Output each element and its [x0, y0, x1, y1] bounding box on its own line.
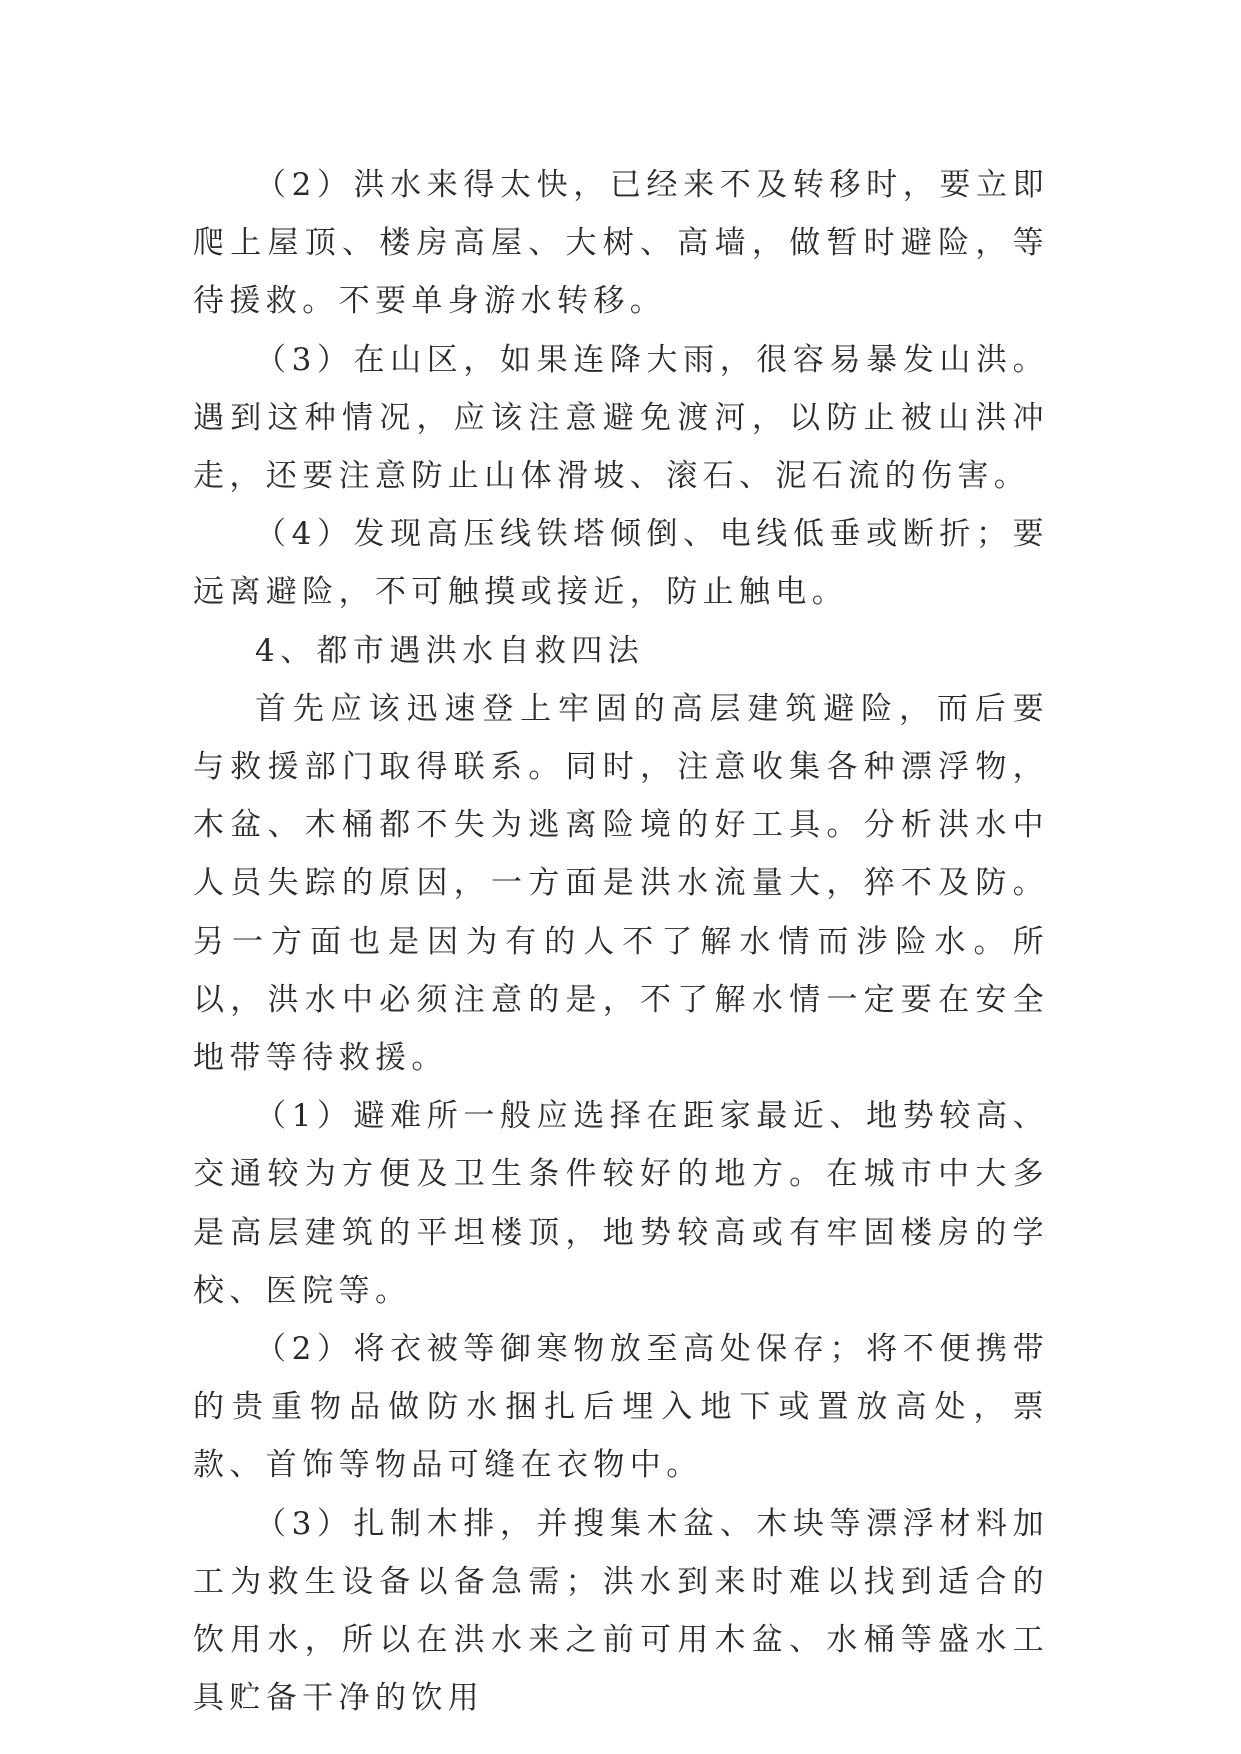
paragraph-power-lines: （4）发现高压线铁塔倾倒、电线低垂或断折；要远离避险，不可触摸或接近，防止触电。 — [193, 516, 1049, 611]
paragraph-raft-and-water: （3）扎制木排，并搜集木盆、木块等漂浮材料加工为救生设备以备急需；洪水到来时难以找到适合的饮用水，所以在洪水来之前可用木盆、水桶等盛水工具贮备干净的饮用 — [193, 1505, 1049, 1717]
paragraph-shelter-choice: （1）避难所一般应选择在距家最近、地势较高、交通较为方便及卫生条件较好的地方。在城市中大多是高层建筑的平坦楼顶，地势较高或有牢固楼房的学校、医院等。 — [193, 1098, 1049, 1309]
section-heading-urban-self-rescue: 4、都市遇洪水自救四法 — [255, 632, 645, 669]
document-body — [193, 156, 1049, 1727]
paragraph-flood-climb-high: （2）洪水来得太快，已经来不及转移时，要立即爬上屋顶、楼房高屋、大树、高墙，做暂时避险，等待援救。不要单身游水转移。 — [193, 167, 1049, 320]
paragraph-mountain-flood: （3）在山区，如果连降大雨，很容易暴发山洪。遇到这种情况，应该注意避免渡河，以防止被山洪冲走，还要注意防止山体滑坡、滚石、泥石流的伤害。 — [193, 341, 1049, 495]
paragraph-store-valuables: （2）将衣被等御寒物放至高处保存；将不便携带的贵重物品做防水捆扎后埋入地下或置放高处，票款、首饰等物品可缝在衣物中。 — [193, 1331, 1049, 1484]
paragraph-urban-overview: 首先应该迅速登上牢固的高层建筑避险，而后要与救援部门取得联系。同时，注意收集各种漂浮物，木盆、木桶都不失为逃离险境的好工具。分析洪水中人员失踪的原因，一方面是洪水流量大，猝不及防。另一方面也是因为有的人不了解水情而涉险水。所以，洪水中必须注意的是，不了解水情一定要在安全地带等待救援。 — [193, 690, 1049, 1077]
